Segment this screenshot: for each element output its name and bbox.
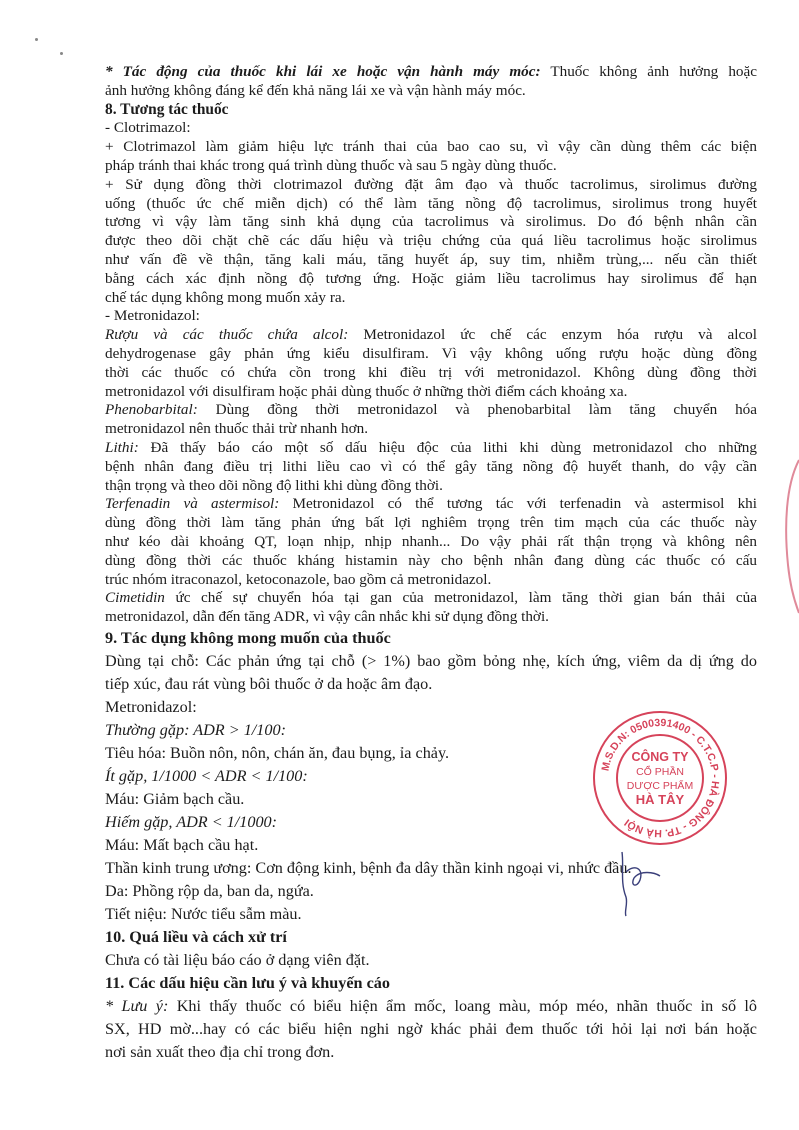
stamp-ring-text: M.S.D.N: 0500391400 - C.T.C.P - HÀ ĐÔNG - TP. HÀ NỘI: [599, 716, 722, 840]
adr-line: Máu: Giảm bạch cầu.: [105, 789, 245, 808]
stamp-line-3: DƯỢC PHẨM: [626, 780, 694, 792]
cimetidin-text: ức chế sự chuyển hóa tại gan của metronidazol, làm tăng thời gian bán thải của: [164, 589, 757, 607]
uncommon-adr-label: Ít gặp, 1/1000 < ADR < 1/100:: [105, 766, 308, 785]
lithi-text: Đã thấy báo cáo một số dấu hiệu độc của lithi khi dùng metronidazol cho những: [138, 438, 757, 456]
section-11-heading: 11. Các dấu hiệu cần lưu ý và khuyến cáo: [105, 973, 390, 992]
common-adr-label: Thường gặp: ADR > 1/100:: [105, 720, 286, 739]
warning-label: * Lưu ý:: [105, 996, 169, 1015]
clo-line: bằng cách xác định nồng độ tương ứng. Hoặc giảm liều tacrolimus hay sirolimus để hạn: [105, 269, 757, 287]
stamp-line-4: HÀ TÂY: [635, 792, 685, 807]
clo-line: như vấn đề về thận, tăng kali máu, tăng huyết áp, suy tim, nhiễm trùng,... nếu cần thiết: [105, 250, 757, 268]
warning-line: nơi sản xuất theo địa chỉ trong đơn.: [105, 1042, 335, 1061]
stamp-line-1: CÔNG TY: [631, 750, 689, 764]
signature: [610, 842, 670, 917]
warning-line: [105, 995, 757, 1018]
terfenadin-label: Terfenadin và astermisol:: [105, 495, 280, 513]
terfenadin-text: Metronidazol có thể tương tác với terfenadin và astermisol khi: [279, 495, 757, 513]
phenobarbital-line: metronidazol nên thuốc thải trừ nhanh hơn.: [105, 420, 368, 438]
driving-label: * Tác động của thuốc khi lái xe hoặc vận hành máy móc:: [105, 63, 541, 80]
cimetidin-line: metronidazol, dẫn đến tăng ADR, vì vậy cân nhắc khi sử dụng đồng thời.: [105, 608, 549, 626]
metronidazol-subtitle: Metronidazol:: [105, 697, 197, 716]
scan-speck: [35, 38, 38, 41]
phenobarbital-line: [105, 401, 757, 420]
clo-line: chế tác dụng không mong muốn xảy ra.: [105, 288, 346, 306]
edge-stamp-fragment: [780, 455, 799, 615]
lithi-label: Lithi:: [105, 438, 139, 456]
company-stamp: [590, 708, 730, 848]
alcohol-line: metronidazol với disulfiram hoặc phải dùng thuốc ở những thời điểm cách khoảng xa.: [105, 382, 628, 400]
edge-stamp-arc: [786, 460, 799, 613]
cimetidin-line: [105, 589, 757, 608]
terfenadin-line: như kéo dài khoảng QT, loạn nhịp, nhịp nhanh... Do vậy phải rất thận trọng và không nên: [105, 532, 757, 550]
overdose-text: Chưa có tài liệu báo cáo ở dạng viên đặt.: [105, 950, 370, 969]
section-10-heading: 10. Quá liều và cách xử trí: [105, 927, 287, 946]
warning-text: Khi thấy thuốc có biểu hiện ẩm mốc, loang màu, móp méo, nhãn thuốc in số lô: [168, 996, 757, 1015]
adr-line: Tiết niệu: Nước tiểu sẫm màu.: [105, 904, 302, 923]
terfenadin-line: dùng đồng thời các thuốc kháng histamin này cho bệnh nhân đang dùng các thuốc có cấu: [105, 551, 757, 569]
adr-line: Tiêu hóa: Buồn nôn, nôn, chán ăn, đau bụng, ỉa chảy.: [105, 743, 450, 762]
clotrimazol-title: - Clotrimazol:: [105, 119, 191, 137]
clo-line: tương vì vậy làm tăng sinh khả dụng của tacrolimus và sirolimus. Do đó bệnh nhân cần: [105, 213, 757, 231]
local-effects-line: tiếp xúc, đau rát vùng bôi thuốc ở da hoặc âm đạo.: [105, 674, 433, 693]
driving-text: Thuốc không ảnh hưởng hoặc: [540, 63, 757, 80]
alcohol-line: dehydrogenase gây phản ứng kiểu disulfiram. Vì vậy không uống rượu hoặc dùng đồng: [105, 344, 757, 362]
alcohol-line: [105, 326, 757, 345]
metronidazol-title: - Metronidazol:: [105, 307, 200, 325]
local-effects-line: Dùng tại chỗ: Các phản ứng tại chỗ (> 1%) bao gồm bỏng nhẹ, kích ứng, viêm da dị ứng do: [105, 651, 757, 670]
stamp-line-2: CỔ PHẦN: [636, 766, 684, 778]
clo-line: được theo dõi chặt chẽ các dấu hiệu và triệu chứng của quá liều tacrolimus hoặc sirolimus: [105, 232, 757, 250]
clo-line: + Sử dụng đồng thời clotrimazol đường đặt âm đạo và thuốc tacrolimus, sirolimus đường: [105, 175, 757, 193]
adr-line: Thần kinh trung ương: Cơn động kinh, bệnh đa dây thần kinh ngoại vi, nhức đầu.: [105, 858, 632, 877]
section-9-heading: 9. Tác dụng không mong muốn của thuốc: [105, 628, 391, 647]
driving-effect: [105, 63, 757, 82]
rare-adr-label: Hiếm gặp, ADR < 1/1000:: [105, 812, 278, 831]
stamp-inner-ring: [617, 735, 703, 821]
terfenadin-line: trúc nhóm itraconazol, ketoconazole, bao gồm cả metronidazol.: [105, 570, 492, 588]
alcohol-label: Rượu và các thuốc chứa alcol:: [105, 326, 349, 344]
scan-speck: [60, 52, 63, 55]
terfenadin-line: [105, 495, 757, 514]
cimetidin-label: Cimetidin: [105, 589, 165, 607]
phenobarbital-label: Phenobarbital:: [105, 401, 198, 419]
clo-line: uống (thuốc ức chế miễn dịch) có thể làm tăng nồng độ tacrolimus, sirolimus trong huyết: [105, 194, 757, 212]
warning-line: SX, HD mờ...hay có các biểu hiện nghi ngờ khác phải đem thuốc tới hỏi lại nơi bán hoặc: [105, 1019, 757, 1038]
signature-stroke: [622, 852, 660, 916]
stamp-outer-ring: [594, 712, 726, 844]
adr-line: Máu: Mất bạch cầu hạt.: [105, 835, 259, 854]
lithi-line: [105, 439, 757, 458]
section-8-heading: 8. Tương tác thuốc: [105, 100, 229, 118]
alcohol-text: Metronidazol ức chế các enzym hóa rượu và alcol: [348, 326, 757, 344]
alcohol-line: thời các thuốc có chứa cồn trong khi điều trị với metronidazol. Không dùng đồng thời: [105, 363, 757, 381]
clo-line: pháp tránh thai khác trong quá trình dùng thuốc và sau 5 ngày dùng thuốc.: [105, 156, 557, 174]
lithi-line: bệnh nhân đang điều trị lithi liều cao vì có thể gây tăng nồng độ huyết thanh, do vậy cần: [105, 457, 757, 475]
terfenadin-line: dùng đồng thời làm tăng phản ứng bất lợi nghiêm trọng trên tim mạch của các thuốc này: [105, 514, 757, 532]
driving-text-2: ảnh hưởng không đáng kể đến khả năng lái xe và vận hành máy móc.: [105, 81, 526, 99]
adr-line: Da: Phồng rộp da, ban da, ngứa.: [105, 881, 314, 900]
phenobarbital-text: Dùng đồng thời metronidazol và phenobarbital làm tăng chuyển hóa: [197, 401, 757, 419]
lithi-line: thận trọng và theo dõi nồng độ lithi khi dùng đồng thời.: [105, 476, 443, 494]
clo-line: + Clotrimazol làm giảm hiệu lực tránh thai của bao cao su, vì vậy cần dùng thêm các biện: [105, 138, 757, 156]
